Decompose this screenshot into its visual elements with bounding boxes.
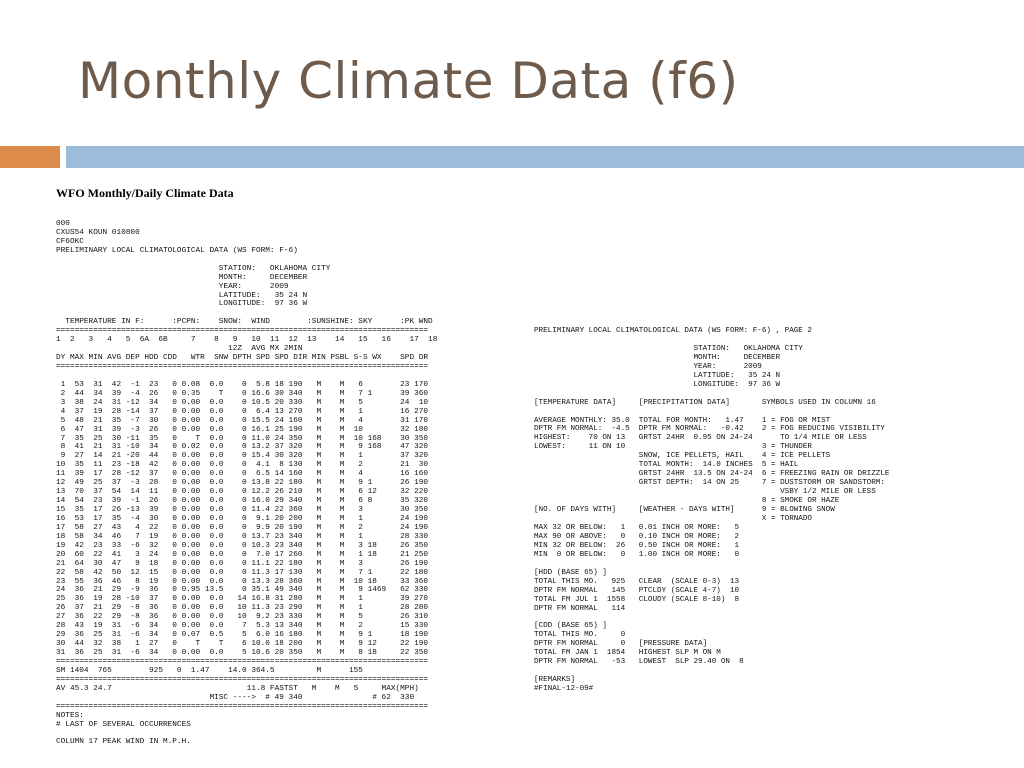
f6-report-page-2: PRELIMINARY LOCAL CLIMATOLOGICAL DATA (WS FORM: F-6) , PAGE 2 STATION: OKLAHOMA CITY MONTH: DECEMBER YEAR: 2009 LATITUDE: 35 24 N LONGITUDE: 97 36 W [TEMPERATURE DATA] [PRECIPITATION DATA] SYMBOLS USED IN COLUMN 16 AVERAGE MONTHLY: 35.0 TOTAL FOR MONTH: 1.47 1 = FOG OR MIST DPTR FM NORMAL: -4.5 DPTR FM NORMAL: -0.42 2 = FOG REDUCING VISIBILITY HIGHEST: 70 ON 13 GRTST 24HR 0.95 ON 24-24 TO 1/4 MILE OR LESS LOWEST: 11 ON 10 3 = THUNDER SNOW, ICE PELLETS, HAIL 4 = ICE PELLETS TOTAL MONTH: 14.0 INCHES 5 = HAIL GRTST 24HR 13.5 ON 24-24 6 = FREEZING RAIN OR DRIZZLE GRTST DEPTH: 14 ON 25 7 = DUSTSTORM OR SANDSTORM: VSBY 1/2 MILE OR LESS 8 = SMOKE OR HAZE [NO. OF DAYS WITH] [WEATHER - DAYS WITH] 9 = BLOWING SNOW X = TORNADO MAX 32 OR BELOW: 1 0.01 INCH OR MORE: 5 MAX 90 OR ABOVE: 0 0.10 INCH OR MORE: 2 MIN 32 OR BELOW: 26 0.50 INCH OR MORE: 1 MIN 0 OR BELOW: 0 1.00 INCH OR MORE: 0 [HDD (BASE 65) ] TOTAL THIS MO. 925 CLEAR (SCALE 0-3) 13 DPTR FM NORMAL 145 PTCLDY (SCALE 4-7) 10 TOTAL FM JUL 1 1558 CLOUDY (SCALE 8-10) 8 DPTR FM NORMAL 114 [CDD (BASE 65) ] TOTAL THIS MO. 0 DPTR FM NORMAL 0 [PRESSURE DATA] TOTAL FM JAN 1 1854 HIGHEST SLP M ON M DPTR FM NORMAL -53 LOWEST SLP 29.40 ON 8 [REMARKS] #FINAL-12-09# <box>534 327 890 694</box>
document-heading: WFO Monthly/Daily Climate Data <box>56 186 234 200</box>
slide-title: Monthly Climate Data (f6) <box>78 52 739 110</box>
f6-report-page-1: 000 CXUS54 KOUN 010800 CF6OKC PRELIMINARY LOCAL CLIMATOLOGICAL DATA (WS FORM: F-6) STATION: OKLAHOMA CITY MONTH: DECEMBER YEAR: 2009 LATITUDE: 35 24 N LONGITUDE: 97 36 W TEMPERATURE IN F: :PCPN: SNOW: WIND :SUNSHINE: SKY :PK WND ================================================================================ 1 2 3 4 5 6A 6B 7 8 9 10 11 12 13 14 15 16 17 18 12Z AVG MX 2MIN DY MAX MIN AVG DEP HDD CDD WTR SNW DPTH SPD SPD DIR MIN PSBL S-S WX SPD DR ================================================================================ 1 53 31 42 -1 23 0 0.08 0.0 0 5.8 18 190 M M 6 23 170 2 44 34 39 -4 26 0 0.35 T 0 16.6 30 340 M M 7 1 39 360 3 38 24 31 -12 34 0 0.00 0.0 0 10.5 20 330 M M 5 24 10 4 37 19 28 -14 37 0 0.00 0.0 0 6.4 13 270 M M 1 16 270 5 48 21 35 -7 30 0 0.00 0.0 0 15.5 24 160 M M 4 31 170 6 47 31 39 -3 26 0 0.00 0.0 0 16.1 25 190 M M 10 32 180 7 35 25 30 -11 35 0 T 0.0 0 11.0 24 350 M M 10 168 30 350 8 41 21 31 -10 34 0 0.02 0.0 0 13.2 37 320 M M 9 168 47 320 9 27 14 21 -20 44 0 0.00 0.0 0 15.4 30 320 M M 1 37 320 10 35 11 23 -18 42 0 0.00 0.0 0 4.1 8 130 M M 2 21 30 11 39 17 28 -12 37 0 0.00 0.0 0 6.5 14 160 M M 4 16 160 12 49 25 37 -3 28 0 0.00 0.0 0 13.8 22 180 M M 9 1 26 190 13 70 37 54 14 11 0 0.00 0.0 0 12.2 26 210 M M 6 12 32 220 14 54 23 39 -1 26 0 0.00 0.0 0 16.0 29 340 M M 6 8 35 320 15 35 17 26 -13 39 0 0.00 0.0 0 11.4 22 360 M M 3 30 350 16 53 17 35 -4 30 0 0.00 0.0 0 9.1 20 200 M M 1 24 190 17 58 27 43 4 22 0 0.00 0.0 0 9.9 20 190 M M 2 24 190 18 58 34 46 7 19 0 0.00 0.0 0 13.7 23 340 M M 1 28 330 19 42 23 33 -6 32 0 0.00 0.0 0 10.3 23 340 M M 3 18 26 350 20 60 22 41 3 24 0 0.00 0.0 0 7.0 17 260 M M 1 18 21 250 21 64 30 47 9 18 0 0.00 0.0 0 11.1 22 180 M M 3 26 190 22 58 42 50 12 15 0 0.00 0.0 0 11.3 17 130 M M 7 1 22 180 23 55 36 46 8 19 0 0.00 0.0 0 13.3 28 360 M M 10 18 33 360 24 36 21 29 -9 36 0 0.95 13.5 0 35.1 49 340 M M 9 1469 62 330 25 36 19 28 -10 37 0 0.00 0.0 14 16.8 31 280 M M 1 39 270 26 37 21 29 -8 36 0 0.00 0.0 10 11.3 23 290 M M 1 28 280 27 36 22 29 -8 36 0 0.00 0.0 10 9.2 23 330 M M 5 26 310 28 43 19 31 -6 34 0 0.00 0.0 7 5.3 13 340 M M 2 15 330 29 36 25 31 -6 34 0 0.07 0.5 5 6.0 16 180 M M 9 1 18 190 30 44 32 38 1 27 0 T T 6 10.0 18 200 M M 9 12 22 190 31 36 25 31 -6 34 0 0.00 0.0 5 10.6 20 350 M M 8 18 22 350 ================================================================================ SM 1404 765 925 0 1.47 14.0 364.5 M 155 ================================================================================ AV 45.3 24.7 11.8 FASTST M M 5 MAX(MPH) MISC ----> # 49 340 # 62 330 ================================================================================ NOTES: # LAST OF SEVERAL OCCURRENCES COLUMN 17 PEAK WIND IN M.P.H. <box>56 220 438 747</box>
orange-accent-bar <box>0 146 60 168</box>
blue-accent-bar <box>66 146 1024 168</box>
